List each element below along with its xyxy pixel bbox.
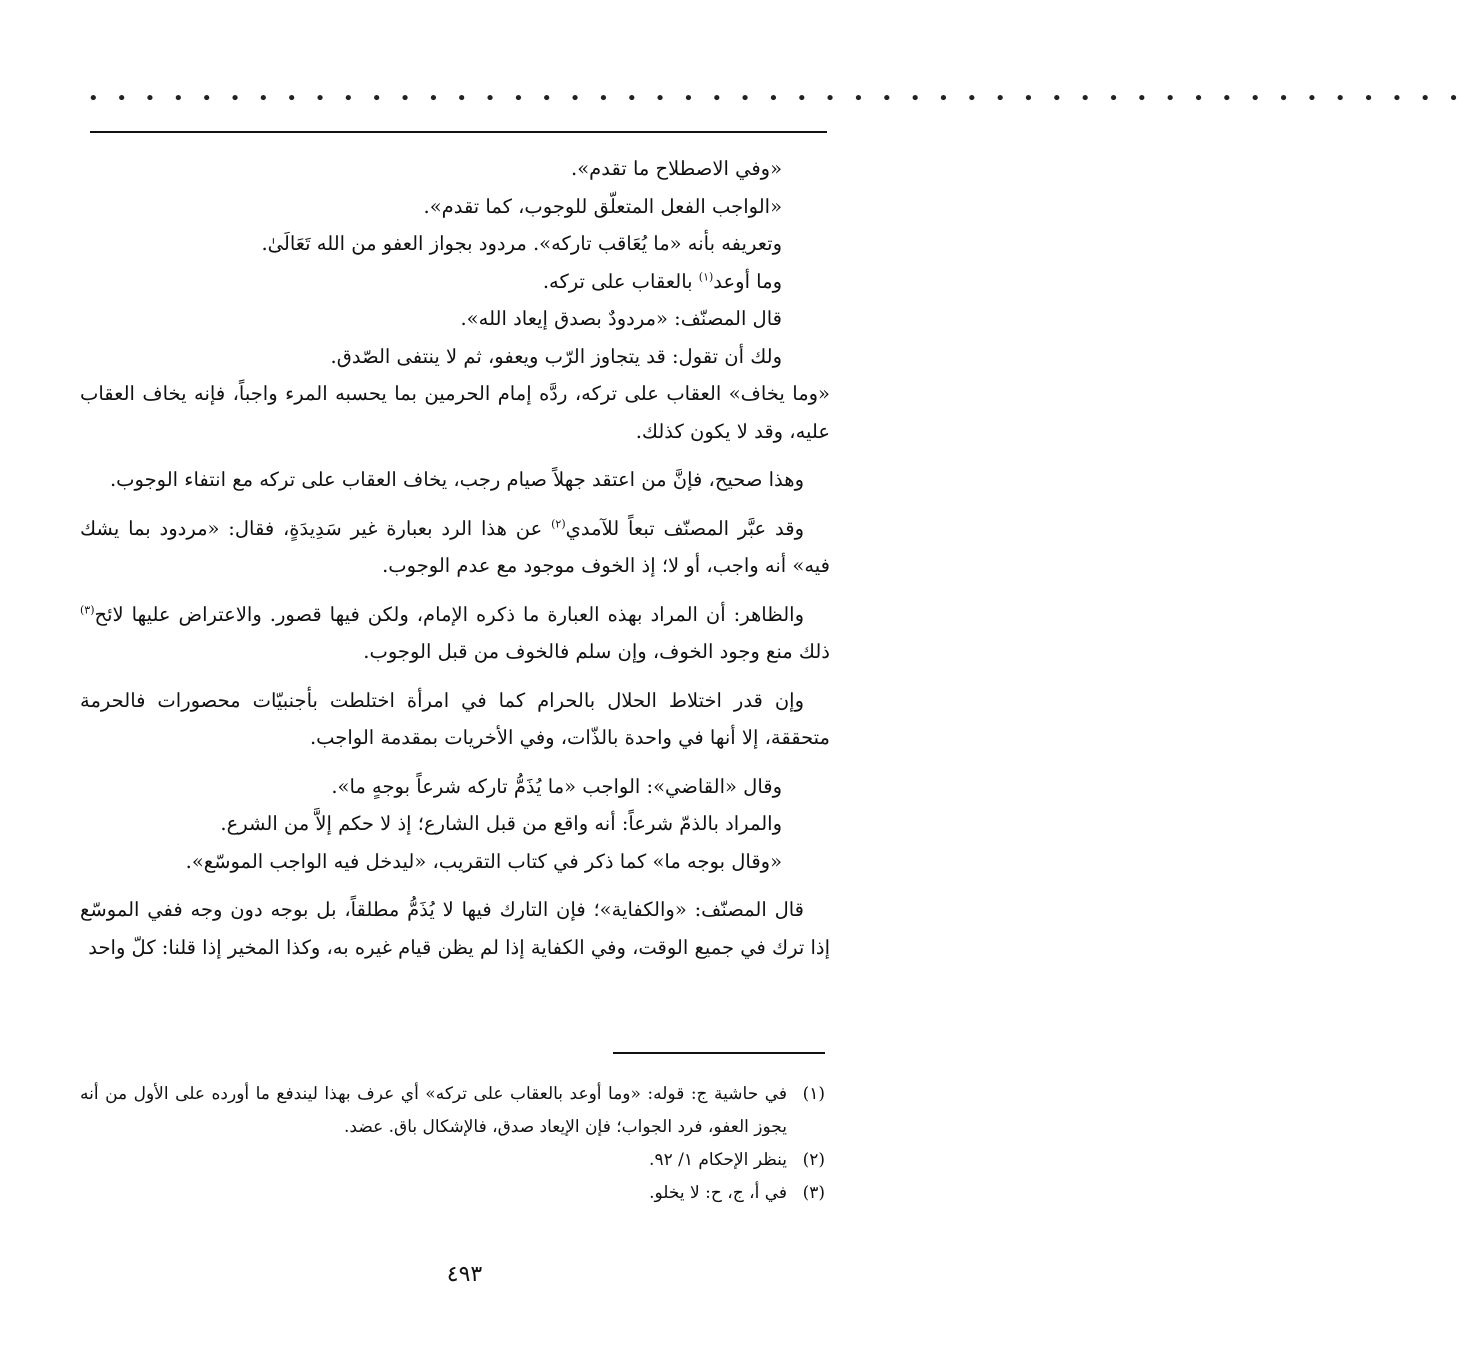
footnote-ref-3: (٣): [80, 603, 95, 616]
footnote-number: (١): [802, 1084, 825, 1104]
footnote-number: (٣): [802, 1183, 825, 1203]
paragraph-with-note-2: [80, 510, 830, 585]
body-line: «وفي الاصطلاح ما تقدم».: [571, 157, 782, 180]
body-line: «الواجب الفعل المتعلّق للوجوب، كما تقدم».: [423, 194, 782, 218]
footnote-text: ينظر الإحكام ١/ ٩٢.: [649, 1150, 787, 1170]
footnote-text: في حاشية ج: قوله: «وما أوعد بالعقاب على تركه» أي عرف بهذا ليندفع ما أورده على الأول من أنه يجوز العفو، فرد الجواب؛ فإن الإيعاد صدق، فالإشكال باق. عضد.: [80, 1084, 787, 1137]
footnote-separator: [613, 1052, 825, 1054]
body-line: والمراد بالذمّ شرعاً: أنه واقع من قبل الشارع؛ إذ لا حكم إلاَّ من الشرع.: [220, 812, 782, 835]
header-dot-ornament: • • • • • • • • • • • • • • • • • • • • • • • • • • • • • • • • • • • • • • • • • • • • • • • • •: [88, 88, 1465, 109]
footnote-ref-1: (١): [698, 270, 714, 283]
header-rule: [90, 131, 827, 133]
body-line: قال المصنّف: «مردودٌ بصدق إيعاد الله».: [460, 307, 782, 330]
text-run: ذلك منع وجود الخوف، وإن سلم فالخوف من قبل الوجوب.: [363, 640, 830, 663]
page-number: ٤٩٣: [446, 1262, 483, 1287]
footnotes: [80, 1078, 825, 1210]
paragraph: «وما يخاف» العقاب على تركه، ردَّه إمام الحرمين بما يحسبه المرء واجباً، فإنه يخاف العقاب عليه، وقد لا يكون كذلك.: [80, 382, 830, 443]
footnote-1: [80, 1078, 825, 1144]
footnote-2: [80, 1144, 825, 1177]
paragraph: وهذا صحيح، فإنَّ من اعتقد جهلاً صيام رجب، يخاف العقاب على تركه مع انتفاء الوجوب.: [109, 468, 804, 491]
text-run: وما أوعد: [713, 269, 782, 293]
body-line-with-note-1: [80, 263, 830, 301]
paragraph: قال المصنّف: «والكفاية»؛ فإن التارك فيها لا يُذَمُّ مطلقاً، بل بوجه دون وجه ففي الموسّع إذا ترك في جميع الوقت، وفي الكفاية إذا لم يظن قيام غيره به، وكذا المخير إذا قلنا: كلّ واحد: [80, 898, 830, 959]
paragraph: وإن قدر اختلاط الحلال بالحرام كما في امرأة اختلطت بأجنبيّات محصورات فالحرمة متحققة، إلا أنها في واحدة بالذّات، وفي الأخريات بمقدمة الواجب.: [80, 688, 830, 749]
text-run: وقد عبَّر المصنّف تبعاً للآمدي: [565, 516, 804, 540]
footnote-3: [80, 1177, 825, 1210]
body-line: وتعريفه بأنه «ما يُعَاقب تاركه». مردود بجواز العفو من الله تَعَالَىٰ.: [261, 232, 782, 255]
main-text: [80, 150, 830, 966]
text-run: بالعقاب على تركه.: [542, 269, 699, 293]
footnote-ref-2: (٢): [551, 517, 566, 530]
text-run: والظاهر: أن المراد بهذه العبارة ما ذكره الإمام، ولكن فيها قصور. والاعتراض عليها لائح: [94, 602, 804, 626]
body-line: وقال «القاضي»: الواجب «ما يُذَمُّ تاركه شرعاً بوجهٍ ما».: [331, 774, 782, 798]
body-line: «وقال بوجه ما» كما ذكر في كتاب التقريب، «ليدخل فيه الواجب الموسّع».: [185, 849, 782, 873]
footnote-text: في أ، ج، ح: لا يخلو.: [649, 1183, 787, 1203]
paragraph-with-note-3: [80, 596, 830, 671]
text-run: عن هذا الرد بعبارة غير سَدِيدَةٍ، فقال: «مردود بما يشك فيه» أنه واجب، أو لا؛ إذ الخوف موجود مع عدم الوجوب.: [80, 516, 830, 577]
body-line: ولك أن تقول: قد يتجاوز الرّب ويعفو، ثم لا ينتفى الصّدق.: [330, 344, 782, 368]
footnote-number: (٢): [802, 1150, 825, 1170]
